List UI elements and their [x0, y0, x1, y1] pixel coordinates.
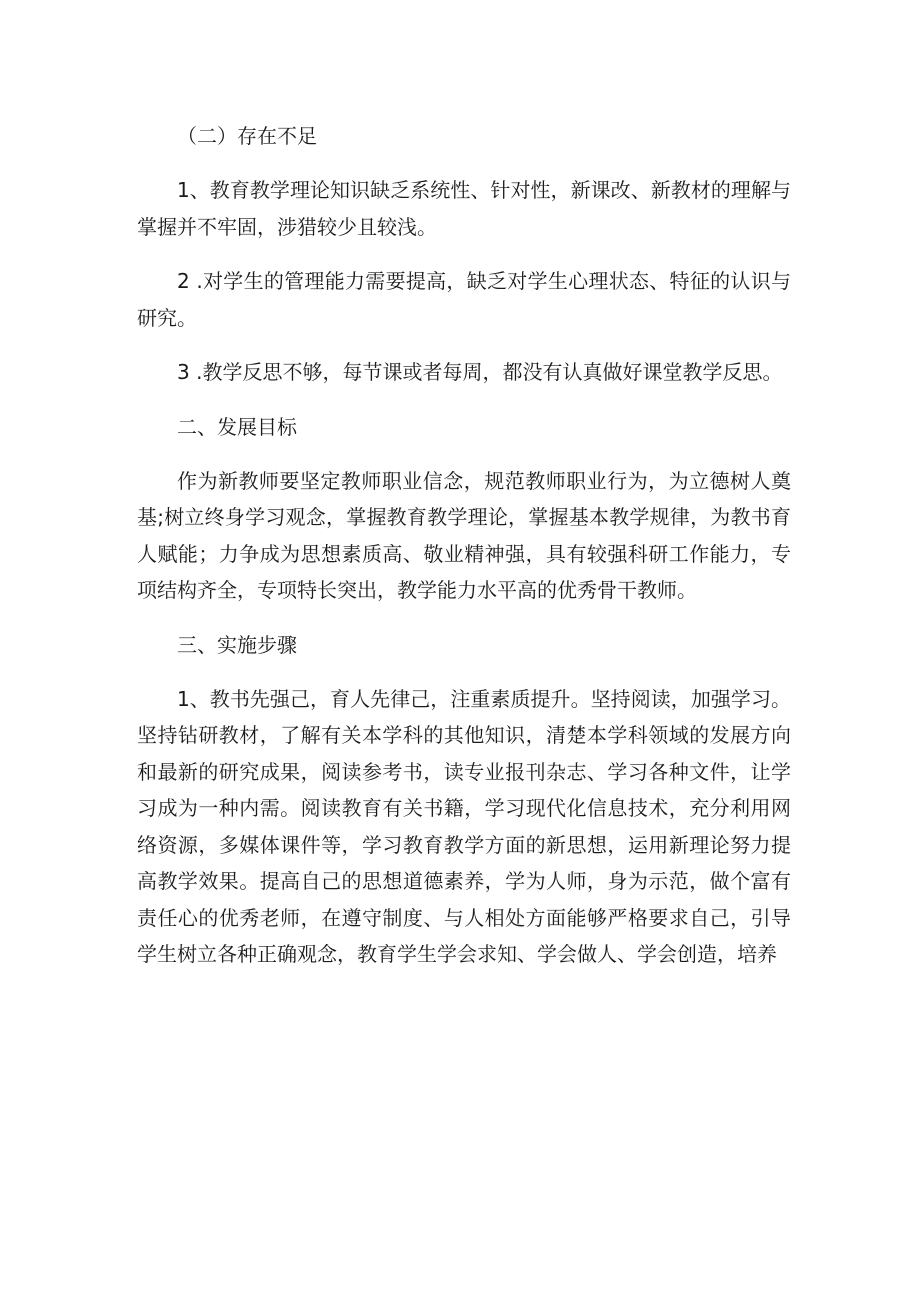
- shortcoming-item-1: 1、教育教学理论知识缺乏系统性、针对性，新课改、新教材的理解与掌握并不牢固，涉猎较少且较浅。: [137, 178, 791, 239]
- section-heading-steps: 三、实施步骤: [177, 632, 297, 657]
- steps-paragraph: 1、教书先强己，育人先律己，注重素质提升。坚持阅读，加强学习。坚持钻研教材，了解有关本学科的其他知识，清楚本学科领域的发展方向和最新的研究成果，阅读参考书，读专业报刊杂志、学习各种文件，让学习成为一种内需。阅读教育有关书籍，学习现代化信息技术，充分利用网络资源，多媒体课件等，学习教育教学方面的新思想，运用新理论努力提高教学效果。提高自己的思想道德素养，学为人师，身为示范，做个富有责任心的优秀老师，在遵守制度、与人相处方面能够严格要求自己，引导学生树立各种正确观念，教育学生学会求知、学会做人、学会创造，培养: [137, 686, 791, 966]
- goals-paragraph: 作为新教师要坚定教师职业信念，规范教师职业行为，为立德树人奠基;树立终身学习观念，掌握教育教学理论，掌握基本教学规律，为教书育人赋能；力争成为思想素质高、敬业精神强，具有较强科研工作能力，专项结构齐全，专项特长突出，教学能力水平高的优秀骨干教师。: [137, 468, 791, 602]
- shortcoming-item-3: 3 .教学反思不够，每节课或者每周，都没有认真做好课堂教学反思。: [177, 360, 783, 384]
- document-body: [137, 118, 791, 973]
- section-heading-shortcomings: （二）存在不足: [177, 124, 317, 148]
- shortcoming-item-2: 2 .对学生的管理能力需要提高，缺乏对学生心理状态、特征的认识与研究。: [137, 269, 791, 330]
- section-heading-goals: 二、发展目标: [177, 414, 297, 439]
